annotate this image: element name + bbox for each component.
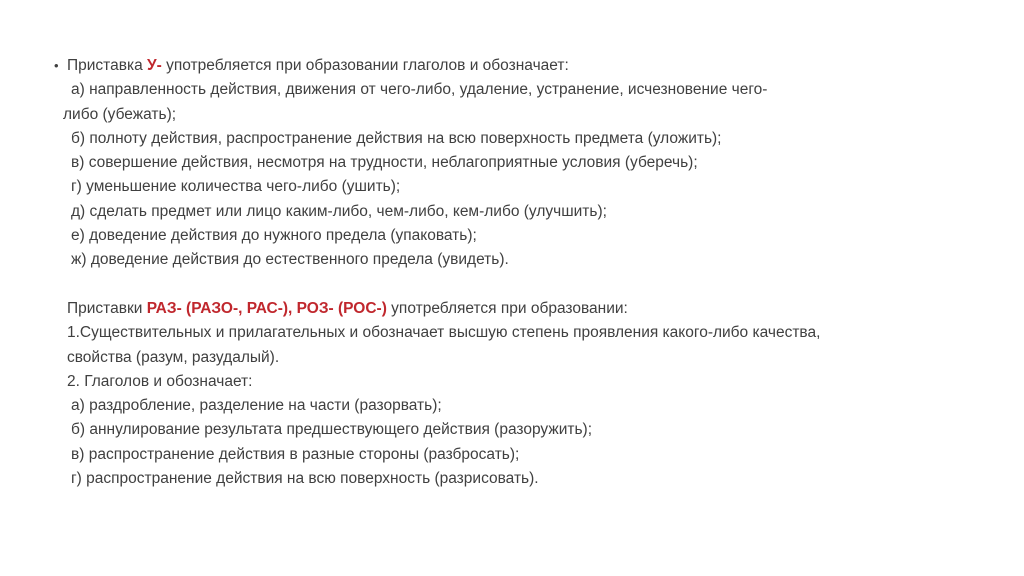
section1-intro-after: употребляется при образовании глаголов и обозначает: (161, 57, 569, 74)
section2-point1-line1: 1.Существительных и прилагательных и обозначает высшую степень проявления какого-либо качества, (67, 324, 821, 342)
slide-content (54, 54, 954, 491)
section1-prefix: У- (147, 57, 162, 74)
section1-intro-before: Приставка (67, 57, 147, 74)
section2-item-a: а) раздробление, разделение на части (разорвать); (71, 397, 442, 415)
section1-item-v: в) совершение действия, несмотря на трудности, неблагоприятные условия (уберечь); (71, 154, 698, 172)
section1-item-a-continued: либо (убежать); (63, 105, 177, 123)
section2-item-g: г) распространение действия на всю поверхность (разрисовать). (71, 470, 539, 488)
section1-item-d: д) сделать предмет или лицо каким-либо, чем-либо, кем-либо (улучшить); (71, 202, 607, 220)
section1-item-b: б) полноту действия, распространение действия на всю поверхность предмета (уложить); (71, 129, 722, 147)
section1-item-g: г) уменьшение количества чего-либо (ушить); (71, 178, 401, 196)
section1-item-zh: ж) доведение действия до естественного предела (увидеть). (71, 251, 509, 269)
section2-item-v: в) распространение действия в разные стороны (разбросать); (71, 445, 520, 463)
bullet-icon: • (54, 58, 59, 73)
section2-intro-after: употребляется при образовании: (386, 299, 628, 317)
section1-item-e: е) доведение действия до нужного предела (упаковать); (71, 227, 477, 245)
section2-intro-before: Приставки (67, 299, 147, 317)
section1-intro (54, 54, 954, 78)
section2-point2: 2. Глаголов и обозначает: (67, 372, 253, 390)
section1-item-a: а) направленность действия, движения от чего-либо, удаление, устранение, исчезновение чего- (71, 81, 768, 99)
section-spacer (54, 273, 954, 297)
section2-prefix: РАЗ- (РАЗО-, РАС-), РОЗ- (РОС-) (146, 299, 387, 317)
section2-item-b: б) аннулирование результата предшествующего действия (разоружить); (71, 421, 593, 439)
section2-intro (54, 297, 954, 321)
section2-point1-line2: свойства (разум, разудалый). (67, 348, 280, 366)
